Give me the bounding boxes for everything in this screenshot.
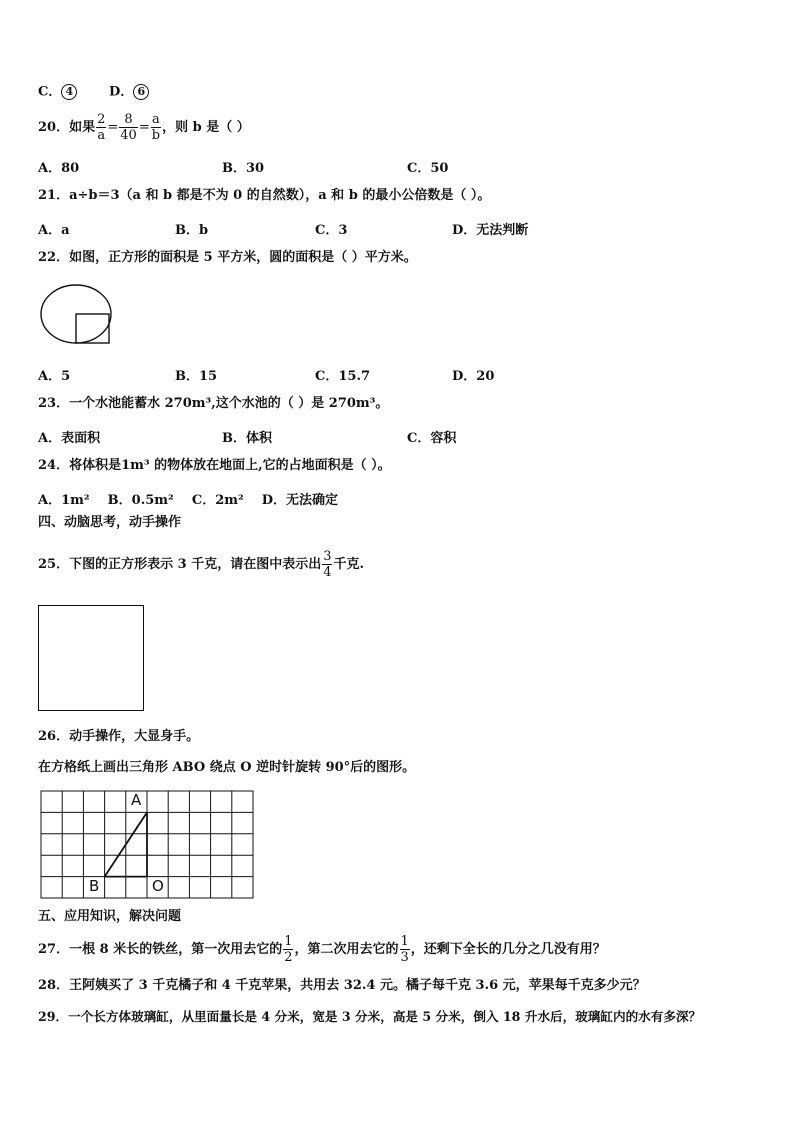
q25-fraction: $\frac{3}{4}$ — [323, 549, 332, 580]
q21-option-c: C．3 — [315, 223, 348, 238]
q21-option-b: B．b — [175, 223, 209, 238]
section-5-heading: 五、应用知识，解决问题 — [38, 909, 182, 924]
point-a-label: A — [131, 791, 142, 809]
q23-option-b: B．体积 — [222, 431, 272, 446]
q25-suffix: 千克. — [333, 557, 365, 572]
q23-question: 23．一个水池能蓄水 270m³,这个水池的（ ）是 270m³。 — [38, 396, 389, 411]
q20-prefix: 20．如果 — [38, 120, 96, 135]
q19-options — [38, 84, 149, 101]
q21-option-a: A．a — [38, 223, 70, 238]
q21-option-d: D．无法判断 — [452, 223, 529, 238]
q22-question: 22．如图，正方形的面积是 5 平方米，圆的面积是（ ）平方米。 — [38, 250, 417, 265]
q29-question: 29．一个长方体玻璃缸，从里面量长是 4 分米，宽是 3 分米，高是 5 分米，倒入 18 升水后，玻璃缸内的水有多深？ — [38, 1009, 702, 1024]
q27-suffix: ，还剩下全长的几分之几没有用？ — [410, 942, 606, 957]
q25-prefix: 25．下图的正方形表示 3 千克，请在图中表示出 — [38, 557, 322, 572]
q19-option-d-label: D． — [109, 84, 134, 100]
q22-circle-square-figure — [38, 283, 118, 347]
q26-heading: 26．动手操作，大显身手。 — [38, 729, 200, 744]
q24-question: 24．将体积是1m³ 的物体放在地面上,它的占地面积是（ ）。 — [38, 458, 391, 473]
q27-question — [38, 931, 606, 969]
q26-grid-paper — [40, 790, 256, 900]
q26-instruction: 在方格纸上画出三角形 ABO 绕点 O 逆时针旋转 90°后的图形。 — [38, 760, 416, 775]
q20-option-c: C．50 — [407, 161, 449, 176]
q27-fraction-2: $\frac{1}{3}$ — [400, 934, 409, 965]
q20-suffix: ，则 b 是（ ） — [162, 120, 250, 135]
q22-option-c: C．15.7 — [315, 369, 371, 384]
q19-option-d-symbol: 6 — [133, 84, 149, 100]
q22-option-b: B．15 — [175, 369, 218, 384]
q27-middle: ，第二次用去它的 — [294, 942, 399, 957]
q23-option-a: A．表面积 — [38, 431, 101, 446]
q22-option-a: A．5 — [38, 369, 71, 384]
q25-square — [38, 605, 144, 711]
q27-fraction-1: $\frac{1}{2}$ — [284, 934, 293, 965]
q20-option-a: A．80 — [38, 161, 80, 176]
point-o-label: O — [152, 877, 164, 895]
q22-option-d: D．20 — [452, 369, 495, 384]
q20-fraction-3: $\frac{a}{b}$ — [151, 112, 161, 143]
section-4-heading: 四、动脑思考，动手操作 — [38, 515, 182, 530]
q28-question: 28．王阿姨买了 3 千克橘子和 4 千克苹果，共用去 32.4 元。橘子每千克 3.6 元，苹果每千克多少元？ — [38, 978, 646, 993]
q23-option-c: C．容积 — [407, 431, 457, 446]
q20-fraction-2: $\frac{8}{40}$ — [120, 112, 137, 143]
q20-fraction-1: $\frac{2}{a}$ — [97, 112, 106, 143]
q19-option-c-label: C． — [38, 84, 62, 100]
q25-question — [38, 546, 364, 584]
q20-question: 20．如果 $\frac{2}{a}$ = $\frac{8}{40}$ = $\frac{a}{b}$ ，则 b 是（ ） — [38, 112, 250, 143]
q20-option-b: B．30 — [222, 161, 265, 176]
q19-option-c-symbol: 4 — [61, 84, 77, 100]
q21-question: 21．a÷b＝3（a 和 b 都是不为 0 的自然数），a 和 b 的最小公倍数是（ ）。 — [38, 188, 491, 203]
q24-options: A．1m² B．0.5m² C．2m² D．无法确定 — [38, 493, 339, 508]
q27-prefix: 27．一根 8 米长的铁丝，第一次用去它的 — [38, 942, 283, 957]
point-b-label: B — [89, 877, 100, 895]
